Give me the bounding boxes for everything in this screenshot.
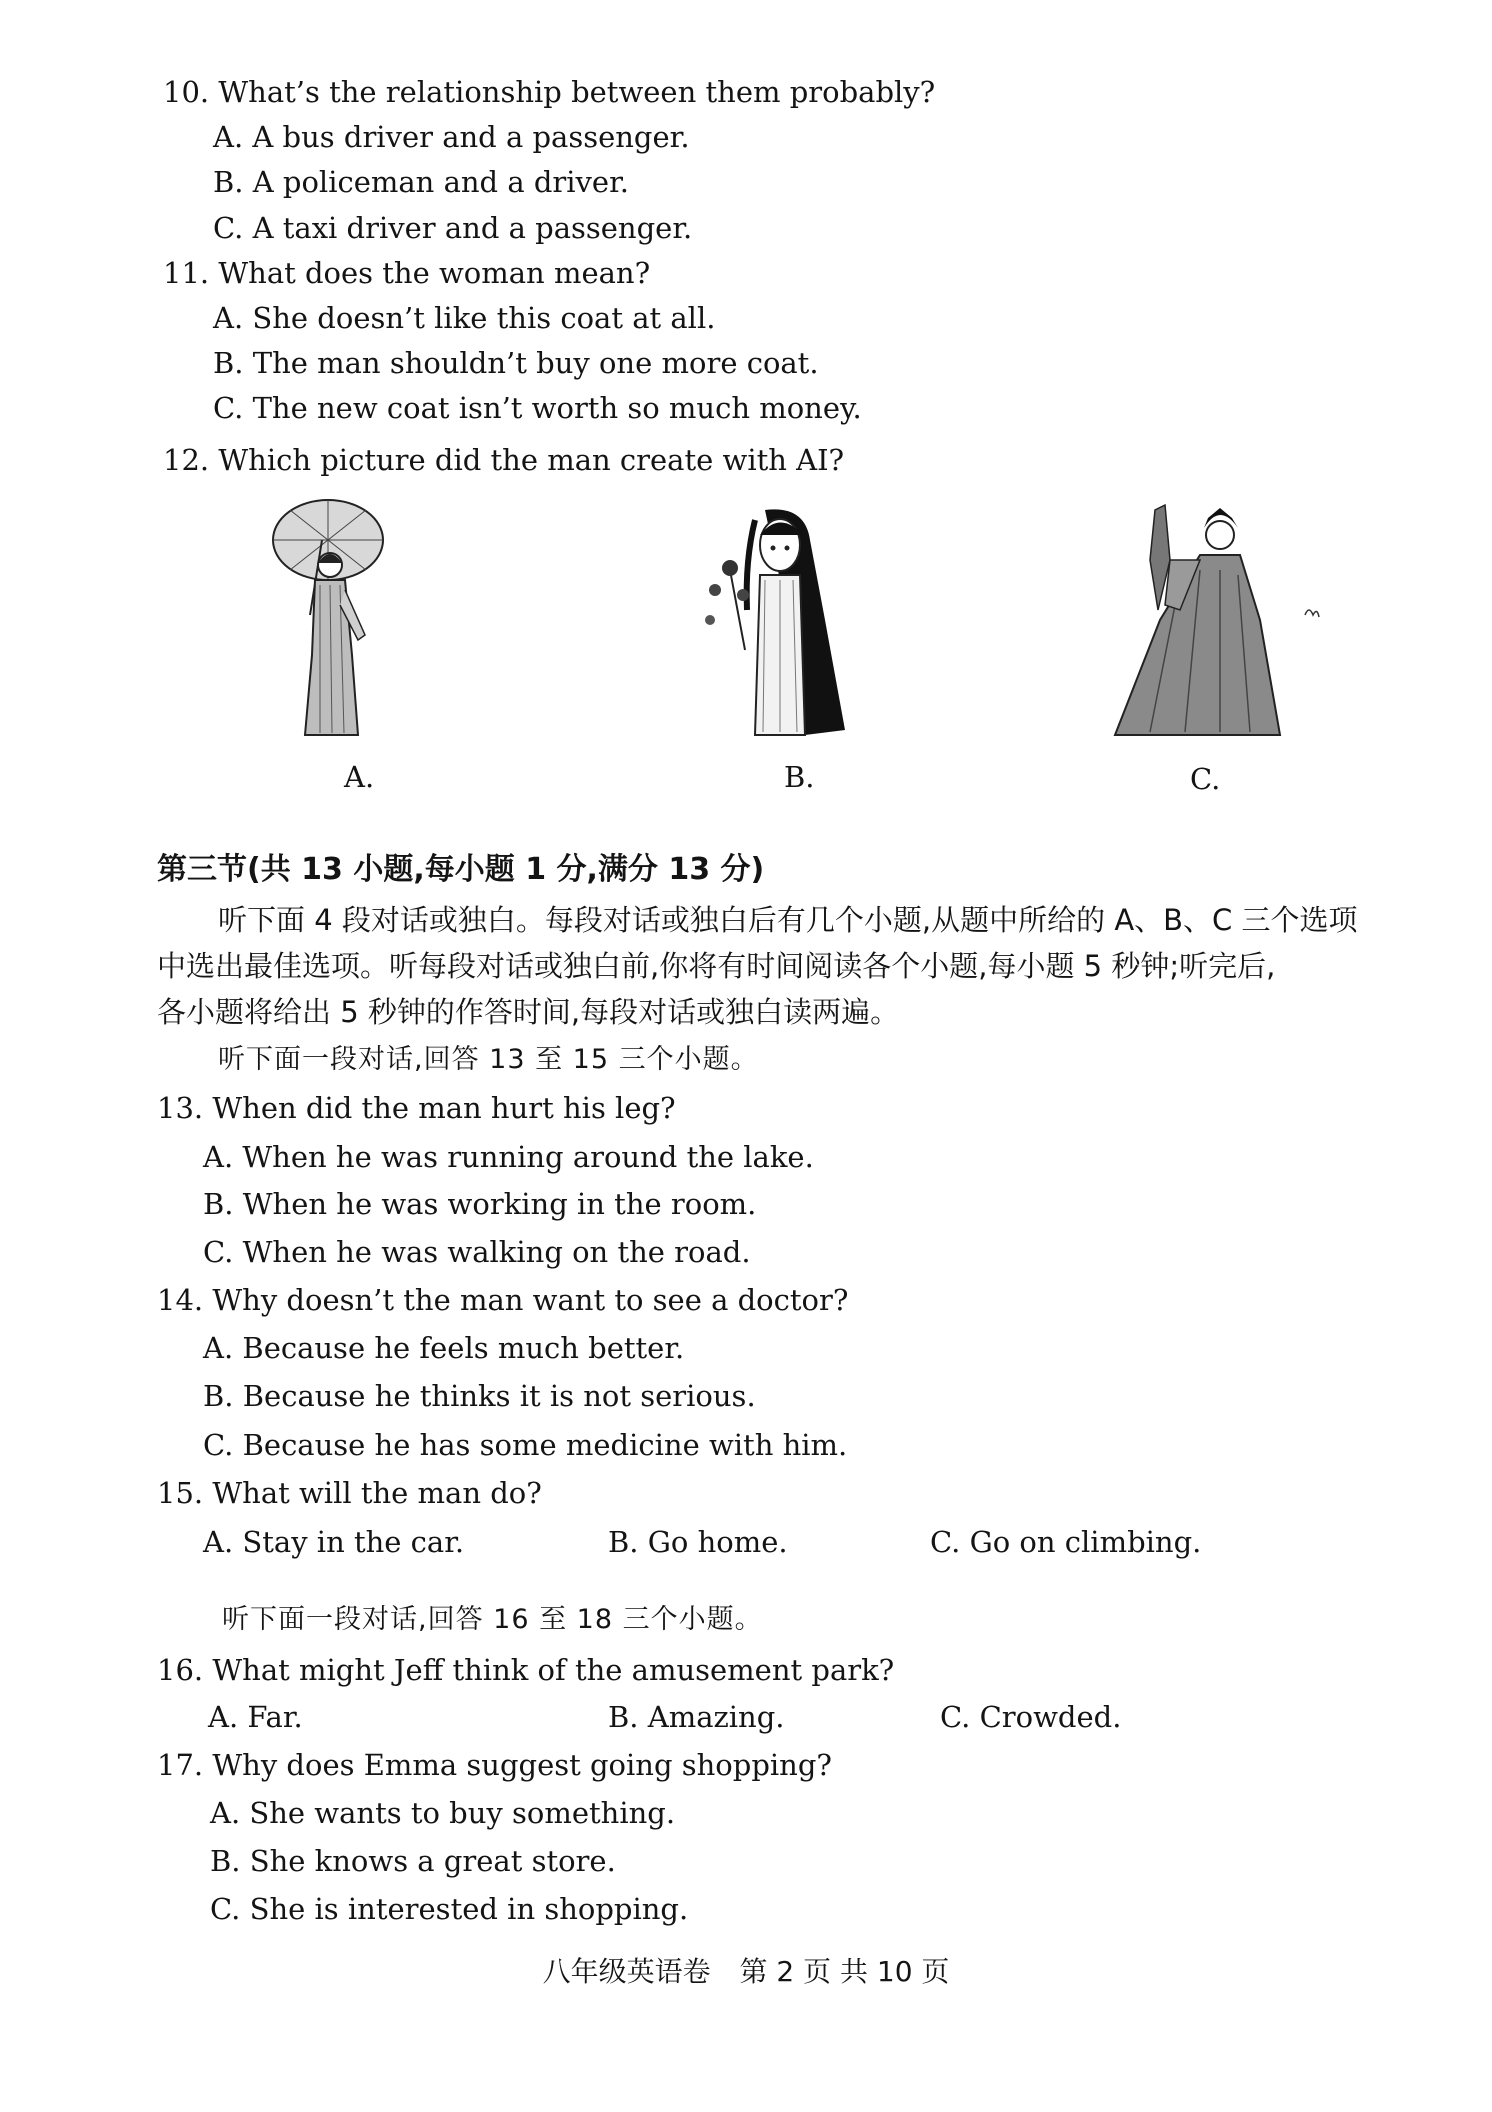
instructions-line-3: 各小题将给出 5 秒钟的作答时间,每段对话或独白读两遍。: [157, 995, 900, 1029]
question-11: 11. What does the woman mean?: [163, 256, 651, 290]
option-16a: A. Far.: [208, 1700, 303, 1734]
question-15: 15. What will the man do?: [157, 1476, 542, 1510]
option-15c: C. Go on climbing.: [930, 1525, 1202, 1559]
option-11a: A. She doesn’t like this coat at all.: [213, 301, 716, 335]
option-10c: C. A taxi driver and a passenger.: [213, 211, 693, 245]
option-10a: A. A bus driver and a passenger.: [213, 120, 690, 154]
footer-page-number: 第 2 页 共 10 页: [739, 1955, 950, 1988]
question-13: 13. When did the man hurt his leg?: [157, 1091, 676, 1125]
question-16: 16. What might Jeff think of the amusement park?: [157, 1653, 895, 1687]
option-16c: C. Crowded.: [940, 1700, 1122, 1734]
option-17a: A. She wants to buy something.: [210, 1796, 676, 1830]
option-10b: B. A policeman and a driver.: [213, 165, 629, 199]
page-footer: [0, 1950, 1492, 1990]
question-10: 10. What’s the relationship between them probably?: [163, 75, 936, 109]
option-16b: B. Amazing.: [608, 1700, 785, 1734]
picture-a-umbrella-woman: [270, 495, 400, 745]
option-13c: C. When he was walking on the road.: [203, 1235, 751, 1269]
question-12: 12. Which picture did the man create with AI?: [163, 443, 845, 477]
section-title: 第三节(共 13 小题,每小题 1 分,满分 13 分): [157, 852, 765, 887]
option-13a: A. When he was running around the lake.: [203, 1140, 814, 1174]
instructions-line-2: 中选出最佳选项。听每段对话或独白前,你将有时间阅读各个小题,每小题 5 秒钟;听完后,: [157, 949, 1276, 983]
option-17c: C. She is interested in shopping.: [210, 1892, 689, 1926]
question-14: 14. Why doesn’t the man want to see a doctor?: [157, 1283, 849, 1317]
option-15a: A. Stay in the car.: [203, 1525, 465, 1559]
option-15b: B. Go home.: [608, 1525, 788, 1559]
option-14c: C. Because he has some medicine with him.: [203, 1428, 848, 1462]
instructions-line-1: 听下面 4 段对话或独白。每段对话或独白后有几个小题,从题中所给的 A、B、C 三个选项: [218, 903, 1358, 937]
option-11b: B. The man shouldn’t buy one more coat.: [213, 346, 819, 380]
dialogue-1-note: 听下面一段对话,回答 13 至 15 三个小题。: [218, 1044, 759, 1075]
footer-paper-name: 八年级英语卷: [542, 1955, 711, 1988]
option-11c: C. The new coat isn’t worth so much money.: [213, 391, 862, 425]
option-14a: A. Because he feels much better.: [203, 1331, 685, 1365]
picture-a-label: A.: [344, 760, 375, 794]
picture-b-label: B.: [784, 760, 815, 794]
question-17: 17. Why does Emma suggest going shopping?: [157, 1748, 832, 1782]
option-13b: B. When he was working in the room.: [203, 1187, 757, 1221]
option-14b: B. Because he thinks it is not serious.: [203, 1379, 756, 1413]
option-17b: B. She knows a great store.: [210, 1844, 616, 1878]
dialogue-2-note: 听下面一段对话,回答 16 至 18 三个小题。: [222, 1604, 763, 1635]
picture-b-long-hair-woman: [685, 500, 865, 740]
picture-c-robed-woman: [1110, 500, 1350, 740]
picture-c-label: C.: [1190, 762, 1221, 796]
